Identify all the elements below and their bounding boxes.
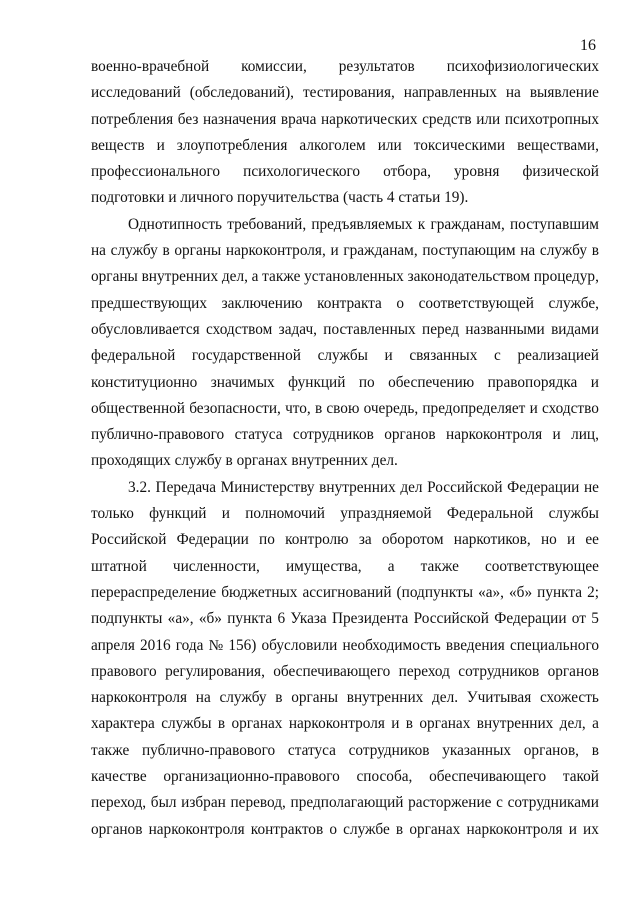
text-word: о	[329, 820, 337, 838]
text-word: сотрудниками	[507, 794, 599, 812]
text-word: органы	[91, 268, 138, 286]
text-line	[91, 790, 599, 816]
text-word: органов,	[523, 741, 580, 759]
text-word: 6	[277, 610, 286, 628]
text-line	[91, 580, 599, 606]
text-word: «б»	[509, 583, 533, 601]
text-word: публично-правового	[91, 426, 225, 444]
text-word: к	[417, 215, 426, 233]
text-word: также	[420, 557, 459, 575]
text-line	[91, 448, 599, 474]
text-word: назначения	[202, 110, 277, 128]
text-word: поступающим	[422, 242, 516, 260]
text-word: службы	[161, 715, 212, 733]
text-word: в	[395, 820, 404, 838]
text-word: дел.	[432, 689, 459, 707]
text-word: контракта	[317, 294, 382, 312]
text-word: психотропных	[504, 110, 599, 128]
text-word: результатов	[338, 58, 415, 75]
text-word: ассигнований	[302, 583, 392, 601]
text-word: службе,	[548, 294, 599, 312]
text-word: процедур,	[533, 268, 599, 286]
text-word: функций	[288, 373, 346, 391]
text-word: и	[384, 347, 393, 365]
text-word: бюджетных	[221, 583, 298, 601]
text-word: злоупотребления	[176, 136, 288, 154]
text-word: конституционно	[91, 373, 198, 391]
text-line	[91, 475, 599, 501]
text-word: наркоконтроля,	[225, 242, 326, 260]
text-word: специального	[509, 636, 599, 654]
text-word: указанных	[442, 741, 512, 759]
text-word: исследований	[91, 84, 181, 102]
text-word: их	[583, 820, 599, 838]
text-line	[91, 422, 599, 448]
text-word: дел,	[221, 268, 248, 286]
text-line	[91, 264, 599, 290]
text-word: Однотипность	[128, 215, 222, 233]
text-word: Федерации	[176, 531, 249, 549]
text-word: Указа	[290, 610, 327, 628]
text-word: с	[494, 347, 501, 365]
text-word: Российской	[91, 531, 167, 549]
text-word: Президента	[331, 610, 409, 628]
text-word: «а»,	[478, 583, 504, 601]
text-line	[91, 659, 599, 685]
text-word: органов	[547, 662, 599, 680]
text-word: и	[590, 373, 599, 391]
text-word: Министерству	[220, 478, 315, 496]
text-word: что,	[285, 399, 311, 417]
text-word: профессионального	[91, 163, 221, 181]
text-line	[91, 80, 599, 106]
text-line	[91, 159, 599, 185]
text-line	[91, 107, 599, 133]
text-word: организационно-правового	[163, 768, 340, 786]
text-word: года	[175, 636, 204, 654]
text-word: 2;	[587, 583, 599, 601]
text-word: общественной	[91, 399, 185, 417]
text-word: или	[476, 110, 501, 128]
text-word: 156)	[228, 636, 257, 654]
text-word: и	[391, 715, 400, 733]
text-word: статуса	[287, 741, 336, 759]
text-word: наркотиков,	[453, 531, 531, 549]
text-word: обеспечению	[388, 373, 475, 391]
text-line	[91, 817, 599, 843]
text-line	[91, 554, 599, 580]
text-word: Передача	[155, 478, 217, 496]
text-word: обусловили	[261, 636, 338, 654]
text-word: в	[162, 242, 170, 260]
text-word: способа,	[356, 768, 413, 786]
text-word: внутренних	[346, 689, 424, 707]
text-word: также	[91, 741, 130, 759]
text-word: избран	[181, 794, 226, 812]
text-word: тестирования,	[302, 84, 395, 102]
text-word: оборотом	[381, 531, 444, 549]
text-word: наркоконтроля	[288, 715, 385, 733]
text-word: на	[505, 84, 521, 102]
text-word: «а»,	[167, 610, 194, 628]
text-line	[91, 711, 599, 737]
text-word: Учитывая	[466, 689, 532, 707]
text-word: перевод,	[230, 794, 286, 812]
text-word: на	[520, 242, 536, 260]
text-line	[91, 501, 599, 527]
text-word: наркотических	[320, 110, 418, 128]
text-word: предшествующих	[91, 294, 208, 312]
text-word: видами	[551, 320, 599, 338]
text-word: обусловливается	[91, 320, 200, 338]
text-word: значимых	[210, 373, 275, 391]
text-word: расторжение	[408, 794, 492, 812]
text-line	[91, 527, 599, 553]
text-word: установленных	[304, 268, 404, 286]
text-word: статуса	[234, 426, 283, 444]
text-line	[91, 291, 599, 317]
text-word: 5	[591, 610, 599, 628]
text-word: необходимость	[342, 636, 441, 654]
text-word: без	[177, 110, 199, 128]
text-word: органах	[231, 715, 283, 733]
text-word: контрактов	[250, 820, 324, 838]
text-word: лиц,	[571, 426, 599, 444]
text-word: 2016	[140, 636, 171, 654]
text-word: (обследований),	[189, 84, 295, 102]
text-word: сотрудников	[292, 426, 374, 444]
text-word: выявление	[529, 84, 599, 102]
text-word: от	[571, 610, 586, 628]
text-word: направленных	[403, 84, 497, 102]
text-word: ее	[585, 531, 599, 549]
text-word: «б»	[198, 610, 222, 628]
text-line	[91, 738, 599, 764]
text-line	[91, 317, 599, 343]
text-word: внутренних	[319, 478, 396, 496]
text-word: в	[591, 242, 599, 260]
text-word: и	[566, 531, 576, 549]
text-word: обеспечивающего	[273, 662, 391, 680]
text-word: органы	[291, 689, 339, 707]
text-line	[91, 212, 599, 238]
text-word: такой	[562, 768, 599, 786]
text-word: обеспечивающего	[429, 768, 547, 786]
text-line	[91, 606, 599, 632]
text-word: заключению	[221, 294, 303, 312]
text-word: внутренних	[141, 268, 219, 286]
text-word: веществ	[91, 136, 145, 154]
text-word: сотрудников	[348, 741, 430, 759]
text-word: штатной	[91, 557, 147, 575]
text-word: комиссии,	[241, 58, 307, 75]
text-word: в	[217, 715, 226, 733]
text-word: средств	[422, 110, 472, 128]
text-word: упраздняемой	[340, 505, 432, 523]
text-line	[91, 185, 599, 211]
text-word: отбора,	[383, 163, 431, 181]
text-line	[91, 764, 599, 790]
text-word: врача	[280, 110, 317, 128]
text-word: пункта	[227, 610, 273, 628]
text-word: подготовки и личного поручительства (часть 4 статьи 19).	[91, 189, 469, 207]
text-word: в	[591, 741, 599, 759]
text-word: по	[358, 373, 375, 391]
text-word: функций	[149, 505, 207, 523]
text-word: полномочий	[245, 505, 325, 523]
text-word: реализацией	[517, 347, 599, 365]
text-word: Федерации	[494, 610, 567, 628]
text-word: сотрудников	[458, 662, 540, 680]
text-word: алкоголем	[299, 136, 366, 154]
text-word: веществами,	[517, 136, 599, 154]
text-word: свою	[326, 399, 360, 417]
text-word: органах	[419, 715, 471, 733]
text-word: характера	[91, 715, 155, 733]
text-word: Российской	[427, 478, 503, 496]
text-word: правопорядка	[487, 373, 578, 391]
text-word: поступавшим	[509, 215, 599, 233]
text-word: дел,	[559, 715, 586, 733]
text-word: службы	[317, 347, 368, 365]
text-word: поставленных	[323, 320, 416, 338]
text-word: контролю	[285, 531, 349, 549]
text-line	[91, 133, 599, 159]
text-word: и	[529, 399, 538, 417]
text-word: только	[91, 505, 134, 523]
text-word: сходство	[542, 399, 599, 417]
text-word: или	[377, 136, 402, 154]
text-word: апреля	[91, 636, 135, 654]
text-word: за	[358, 531, 372, 549]
text-word: правового	[91, 662, 157, 680]
text-word: пункта	[537, 583, 583, 601]
text-word: качестве	[91, 768, 147, 786]
text-word: а	[387, 557, 395, 575]
text-word: проходящих службу в органах внутренних дел.	[91, 452, 398, 470]
text-word: федеральной	[91, 347, 176, 365]
text-word: перед	[422, 320, 460, 338]
text-line	[91, 685, 599, 711]
text-word: 3.2.	[128, 478, 151, 496]
text-word: органов	[384, 426, 436, 444]
text-word: названными	[465, 320, 545, 338]
text-word: гражданам,	[430, 215, 505, 233]
text-word: гражданам,	[343, 242, 418, 260]
text-word: №	[208, 636, 224, 654]
text-word: предопределяет	[422, 399, 526, 417]
text-word: наркоконтроля	[466, 820, 563, 838]
text-word: в	[275, 689, 283, 707]
text-word: подпункты	[91, 610, 163, 628]
text-word: органах	[409, 820, 461, 838]
text-word: связанных	[409, 347, 478, 365]
text-word: военно-врачебной	[91, 58, 210, 75]
text-word: Федеральной	[446, 505, 534, 523]
text-word: наркоконтроля	[446, 426, 543, 444]
text-line	[91, 54, 599, 80]
text-line	[91, 343, 599, 369]
text-word: и	[552, 426, 561, 444]
text-word: и	[330, 242, 339, 260]
text-line	[91, 238, 599, 264]
text-word: законодательством	[407, 268, 530, 286]
text-word: потребления	[91, 110, 174, 128]
text-word: переход,	[91, 794, 147, 812]
text-line	[91, 370, 599, 396]
text-word: по	[259, 531, 275, 549]
text-word: и	[156, 136, 165, 154]
text-word: органы	[174, 242, 222, 260]
text-word: соответствующей	[418, 294, 534, 312]
text-word: предполагающий	[290, 794, 404, 812]
text-word: на	[195, 689, 211, 707]
text-word: и	[568, 820, 577, 838]
text-word: сходством	[206, 320, 273, 338]
text-word: задач,	[278, 320, 317, 338]
text-line	[91, 396, 599, 422]
text-word: безопасности,	[189, 399, 281, 417]
text-word: внутренних	[476, 715, 554, 733]
text-word: перераспределение	[91, 583, 217, 601]
text-word: предъявляемых	[311, 215, 413, 233]
text-word: а	[592, 715, 599, 733]
text-word: службе	[343, 820, 390, 838]
text-word: службу	[539, 242, 588, 260]
text-word: в	[314, 399, 323, 417]
text-word: государственной	[191, 347, 301, 365]
document-body	[91, 54, 599, 843]
text-word: (подпункты	[396, 583, 474, 601]
text-word: регулирования,	[165, 662, 265, 680]
text-word: органов	[91, 820, 143, 838]
text-word: с	[496, 794, 503, 812]
text-word: численности,	[172, 557, 260, 575]
text-word: дел	[400, 478, 423, 496]
text-word: службы	[548, 505, 599, 523]
text-word: токсическими	[413, 136, 506, 154]
text-word: но	[540, 531, 557, 549]
text-word: наркоконтроля	[148, 820, 245, 838]
text-word: уровня	[454, 163, 500, 181]
text-word: на	[91, 242, 106, 260]
text-word: Федерации	[507, 478, 580, 496]
text-line	[91, 633, 599, 659]
text-word: наркоконтроля	[91, 689, 188, 707]
text-word: переход	[398, 662, 450, 680]
text-word: соответствующее	[484, 557, 599, 575]
text-word: службу	[219, 689, 267, 707]
text-word: публично-правового	[141, 741, 276, 759]
text-word: и	[221, 505, 230, 523]
text-word: требований,	[227, 215, 307, 233]
text-word: службу	[110, 242, 158, 260]
text-word: введения	[445, 636, 505, 654]
text-word: психологического	[243, 163, 361, 181]
text-word: Российской	[413, 610, 489, 628]
text-word: схожесть	[539, 689, 599, 707]
text-word: имущества,	[285, 557, 362, 575]
page-number: 16	[580, 37, 596, 54]
text-word: также	[262, 268, 301, 286]
text-word: очередь,	[363, 399, 419, 417]
text-word: а	[251, 268, 259, 286]
text-word: о	[396, 294, 405, 312]
text-word: был	[150, 794, 177, 812]
text-word: в	[405, 715, 414, 733]
text-word: психофизиологических	[446, 58, 599, 75]
text-word: физической	[522, 163, 599, 181]
text-word: не	[583, 478, 599, 496]
